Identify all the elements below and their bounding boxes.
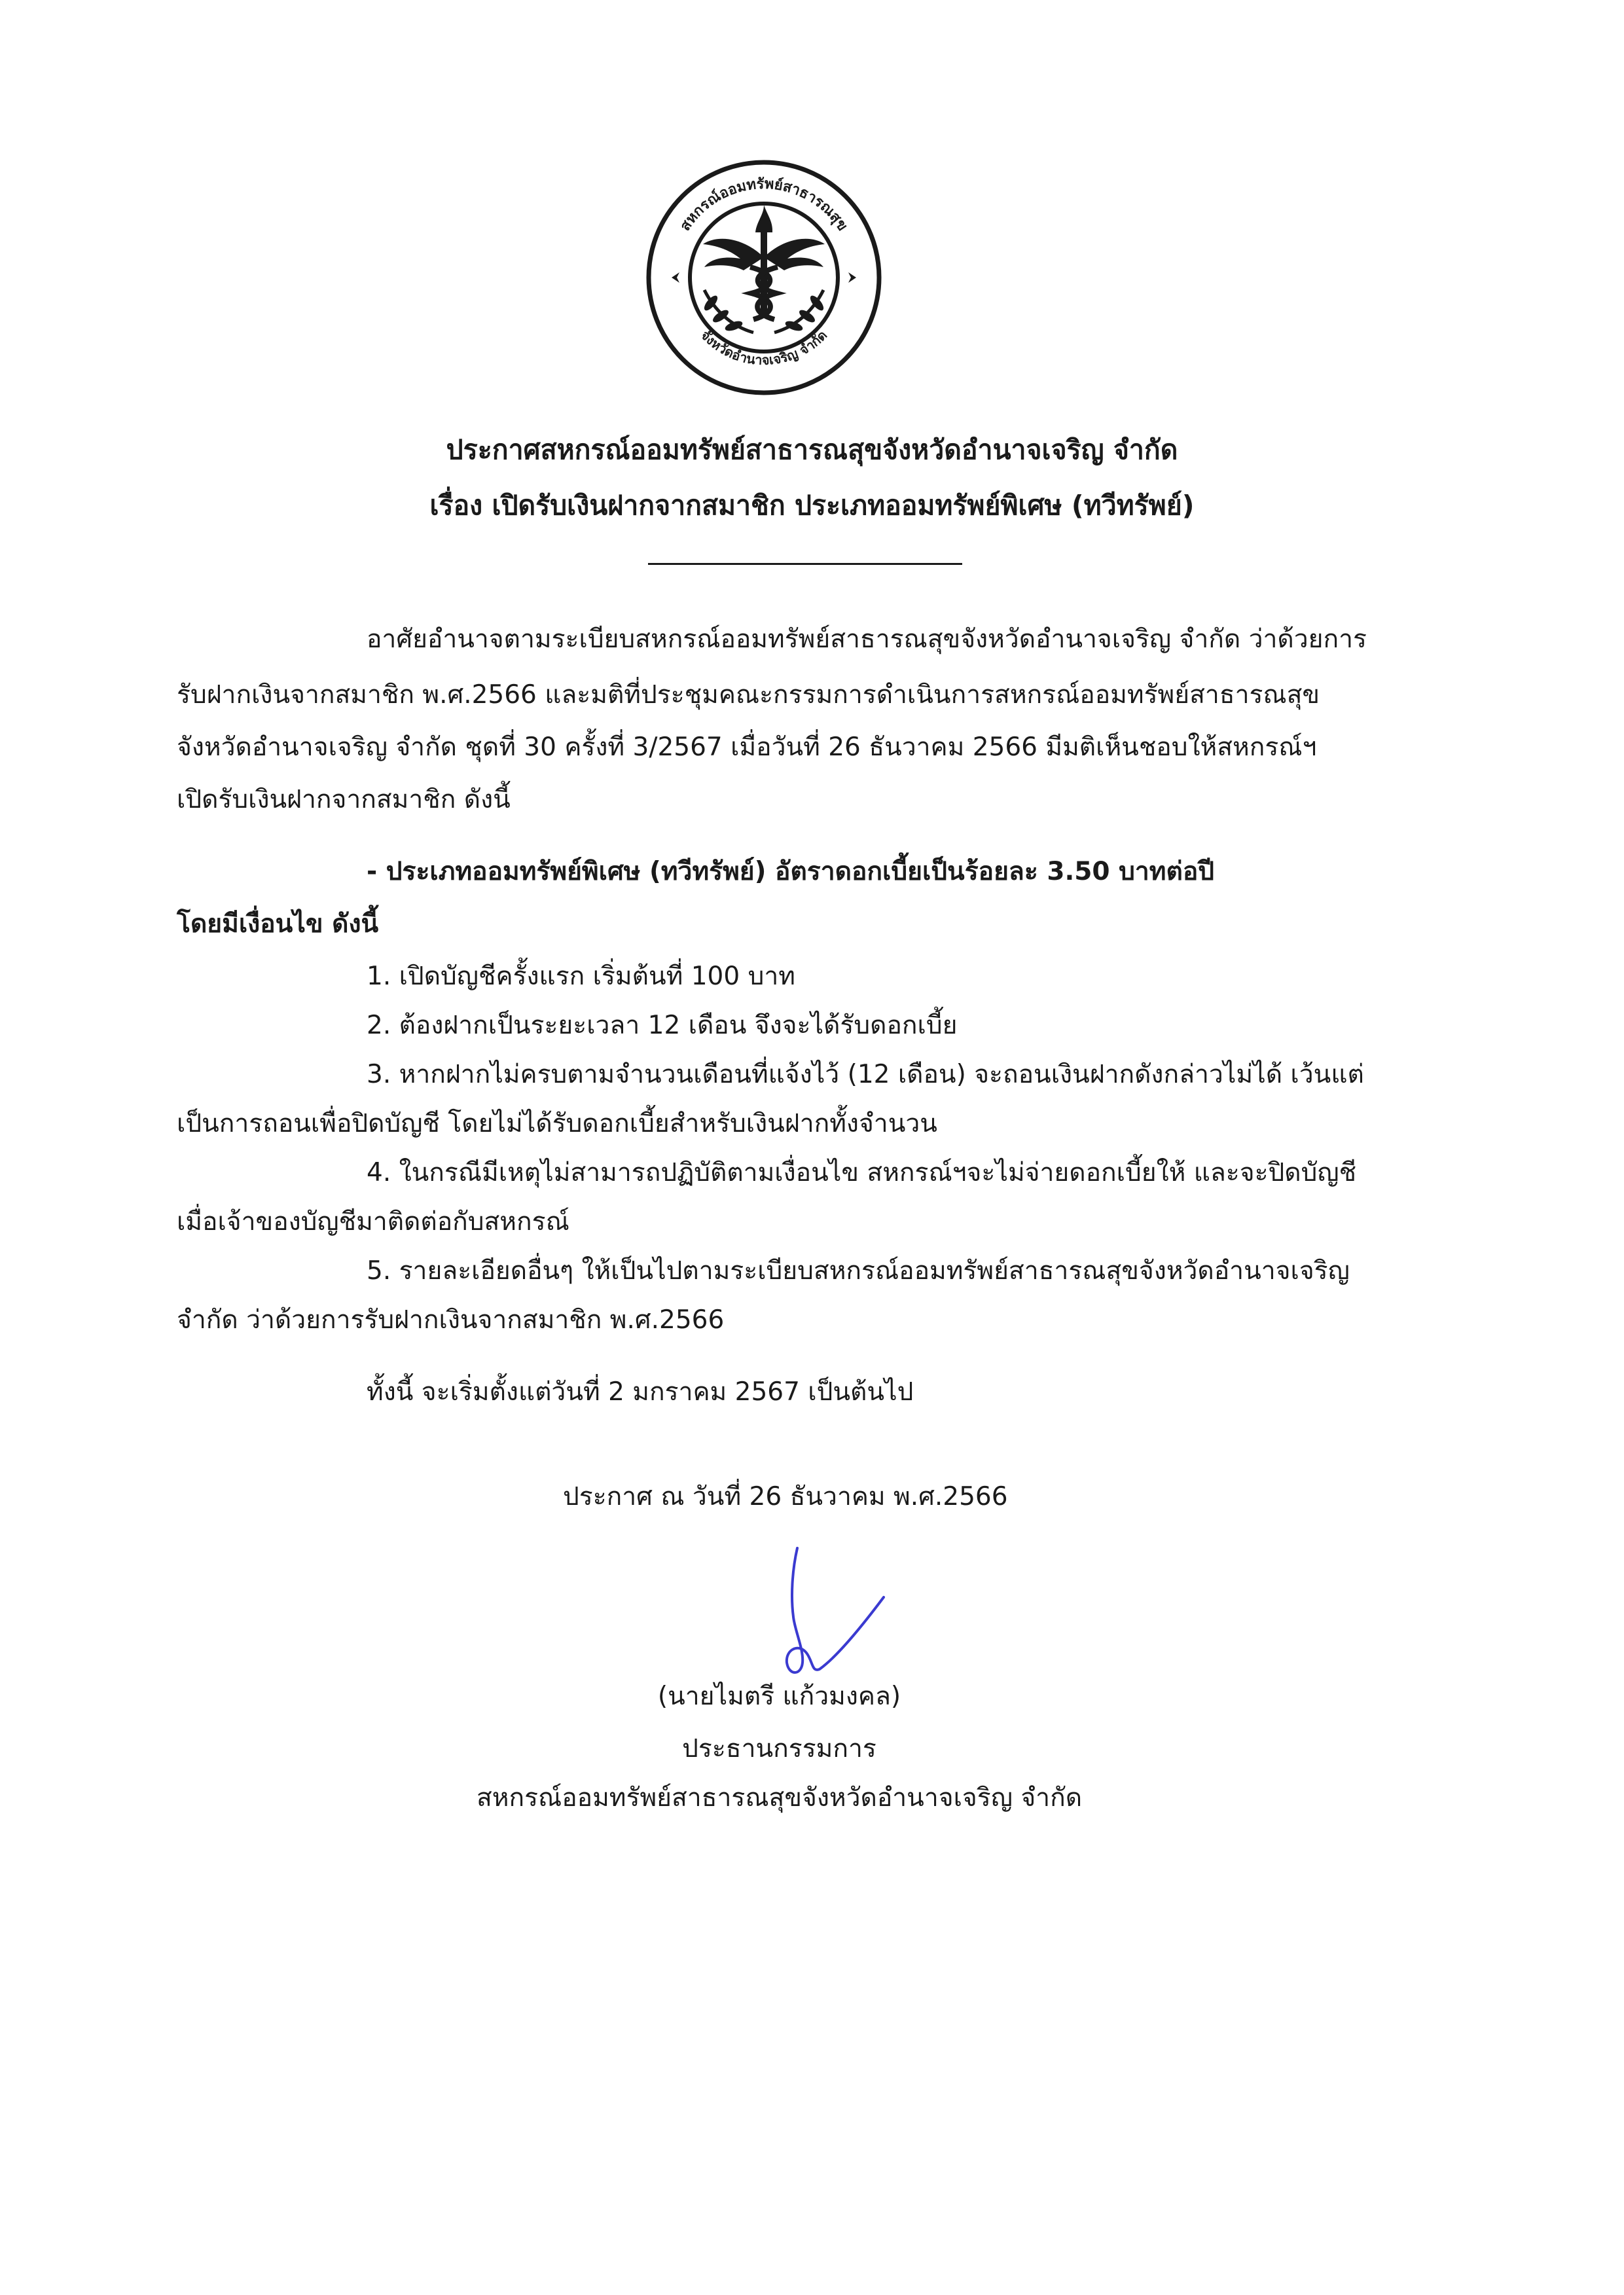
signatory-organization: สหกรณ์ออมทรัพย์สาธารณสุขจังหวัดอำนาจเจริญ จำกัด [476, 1783, 1083, 1813]
announcement-date: ประกาศ ณ วันที่ 26 ธันวาคม พ.ศ.2566 [563, 1482, 1008, 1511]
announcement-subject: เรื่อง เปิดรับเงินฝากจากสมาชิก ประเภทออมทรัพย์พิเศษ (ทวีทรัพย์) [429, 490, 1195, 521]
condition-3-cont: เป็นการถอนเพื่อปิดบัญชี โดยไม่ได้รับดอกเบี้ยสำหรับเงินฝากทั้งจำนวน [177, 1109, 937, 1138]
condition-4: 4. ในกรณีมีเหตุไม่สามารถปฏิบัติตามเงื่อนไข สหกรณ์ฯจะไม่จ่ายดอกเบี้ยให้ และจะปิดบัญชี [367, 1158, 1357, 1187]
condition-5: 5. รายละเอียดอื่นๆ ให้เป็นไปตามระเบียบสหกรณ์ออมทรัพย์สาธารณสุขจังหวัดอำนาจเจริญ [367, 1256, 1350, 1286]
logo-bottom-text: จังหวัดอำนาจเจริญ จำกัด [697, 327, 831, 369]
logo-top-text: สหกรณ์ออมทรัพย์สาธารณสุข [677, 175, 851, 234]
signatory-name: (นายไมตรี แก้วมงคล) [657, 1682, 901, 1711]
condition-1: 1. เปิดบัญชีครั้งแรก เริ่มต้นที่ 100 บาท [367, 962, 795, 991]
effective-date: ทั้งนี้ จะเริ่มตั้งแต่วันที่ 2 มกราคม 2567 เป็นต้นไป [367, 1377, 914, 1407]
deposit-type-line: - ประเภทออมทรัพย์พิเศษ (ทวีทรัพย์) อัตราดอกเบี้ยเป็นร้อยละ 3.50 บาทต่อปี [367, 857, 1215, 886]
title-divider [648, 563, 962, 565]
condition-3: 3. หากฝากไม่ครบตามจำนวนเดือนที่แจ้งไว้ (12 เดือน) จะถอนเงินฝากดังกล่าวไม่ได้ เว้นแต่ [367, 1060, 1364, 1089]
signatory-position: ประธานกรรมการ [682, 1734, 876, 1763]
intro-line-1: อาศัยอำนาจตามระเบียบสหกรณ์ออมทรัพย์สาธารณสุขจังหวัดอำนาจเจริญ จำกัด ว่าด้วยการ [367, 624, 1367, 654]
intro-line-4: เปิดรับเงินฝากจากสมาชิก ดังนี้ [177, 785, 511, 814]
intro-line-2: รับฝากเงินจากสมาชิก พ.ศ.2566 และมติที่ประชุมคณะกรรมการดำเนินการสหกรณ์ออมทรัพย์สาธารณสุข [177, 680, 1320, 710]
announcement-title: ประกาศสหกรณ์ออมทรัพย์สาธารณสุขจังหวัดอำนาจเจริญ จำกัด [446, 434, 1178, 465]
intro-line-3: จังหวัดอำนาจเจริญ จำกัด ชุดที่ 30 ครั้งที่ 3/2567 เมื่อวันที่ 26 ธันวาคม 2566 มีมติเห็นชอบให้สหกรณ์ฯ [177, 732, 1317, 762]
condition-2: 2. ต้องฝากเป็นระยะเวลา 12 เดือน จึงจะได้รับดอกเบี้ย [367, 1011, 958, 1040]
cooperative-logo [645, 159, 882, 396]
condition-4-cont: เมื่อเจ้าของบัญชีมาติดต่อกับสหกรณ์ [177, 1207, 569, 1237]
signature [766, 1545, 897, 1682]
condition-5-cont: จำกัด ว่าด้วยการรับฝากเงินจากสมาชิก พ.ศ.2566 [177, 1305, 725, 1335]
conditions-heading: โดยมีเงื่อนไข ดังนี้ [177, 909, 379, 939]
